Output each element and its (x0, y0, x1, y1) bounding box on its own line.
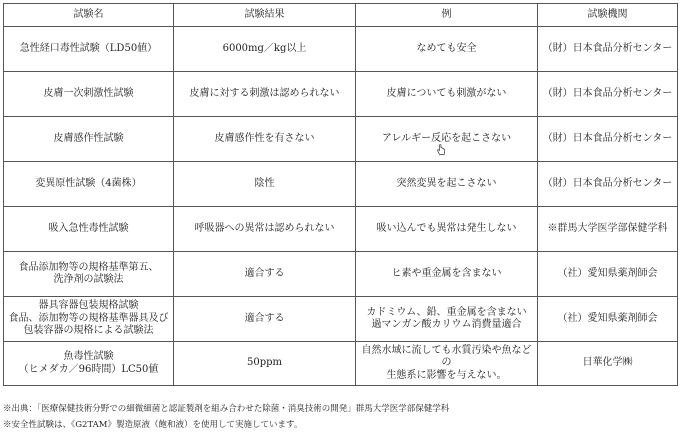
table-row (4, 297, 678, 342)
cell-example: 皮膚についても刺激がない (356, 72, 538, 117)
table-row (4, 252, 678, 297)
cell-example: なめても安全 (356, 27, 538, 72)
header-test-result: 試験結果 (174, 4, 356, 27)
cell-institution: （財）日本食品分析センター (538, 27, 678, 72)
cell-institution: （財）日本食品分析センター (538, 117, 678, 162)
table-row (4, 117, 678, 162)
cell-test-result: 陰性 (174, 162, 356, 207)
cell-test-result: 皮膚感作性を有さない (174, 117, 356, 162)
cell-institution: （財）日本食品分析センター (538, 162, 678, 207)
cell-test-name: 吸入急性毒性試験 (4, 207, 174, 252)
header-example: 例 (356, 4, 538, 27)
table-row (4, 207, 678, 252)
cell-example: ヒ素や重金属を含まない (356, 252, 538, 297)
table-row (4, 342, 678, 386)
table-row (4, 27, 678, 72)
cell-test-result: 呼吸器への異常は認められない (174, 207, 356, 252)
cell-test-name: 急性経口毒性試験（LD50値） (4, 27, 174, 72)
safety-test-table (3, 3, 678, 386)
table-row (4, 72, 678, 117)
cell-test-name: 皮膚一次刺激性試験 (4, 72, 174, 117)
hand-cursor-icon (436, 144, 446, 156)
cell-test-name: 食品添加物等の規格基準第五、 洗浄剤の試験法 (4, 252, 174, 297)
cell-example: アレルギー反応を起こさない (356, 117, 538, 162)
cell-test-result: 6000mg／kg以上 (174, 27, 356, 72)
cell-test-result: 皮膚に対する刺激は認められない (174, 72, 356, 117)
header-test-name: 試験名 (4, 4, 174, 27)
cell-institution: ※群馬大学医学部保健学科 (538, 207, 678, 252)
cell-test-result: 50ppm (174, 342, 356, 386)
cell-institution: （社）愛知県薬剤師会 (538, 297, 678, 342)
cell-example: カドミウム、鉛、重金属を含まない 過マンガン酸カリウム消費量適合 (356, 297, 538, 342)
header-test-institution: 試験機関 (538, 4, 678, 27)
footnote-safety-test: ※安全性試験は、《G2TAM》製造原液（飽和液）を使用して実施しています。 (3, 420, 303, 430)
cell-institution: （財）日本食品分析センター (538, 72, 678, 117)
table-row (4, 162, 678, 207)
cell-institution: 日華化学㈱ (538, 342, 678, 386)
cell-test-result: 適合する (174, 252, 356, 297)
cell-institution: （社）愛知県薬剤師会 (538, 252, 678, 297)
cell-test-name: 皮膚感作性試験 (4, 117, 174, 162)
cell-example: 自然水域に流しても水質汚染や魚などの 生態系に影響を与えない。 (356, 342, 538, 386)
cell-example: 突然変異を起こさない (356, 162, 538, 207)
cell-test-name: 変異原性試験（4菌株） (4, 162, 174, 207)
cell-example: 吸い込んでも異常は発生しない (356, 207, 538, 252)
table-header-row (4, 4, 678, 27)
cell-test-name: 魚毒性試験 （ヒメダカ／96時間）LC50値 (4, 342, 174, 386)
cell-test-result: 適合する (174, 297, 356, 342)
cell-test-name: 器具容器包装規格試験 食品、添加物等の規格基準器具及び 包装容器の規格による試験法 (4, 297, 174, 342)
footnote-source: ※出典：「医療保健技術分野での細微細菌と認証製剤を組み合わせた除菌・消臭技術の開発」群馬大学医学部保健学科 (3, 404, 450, 414)
